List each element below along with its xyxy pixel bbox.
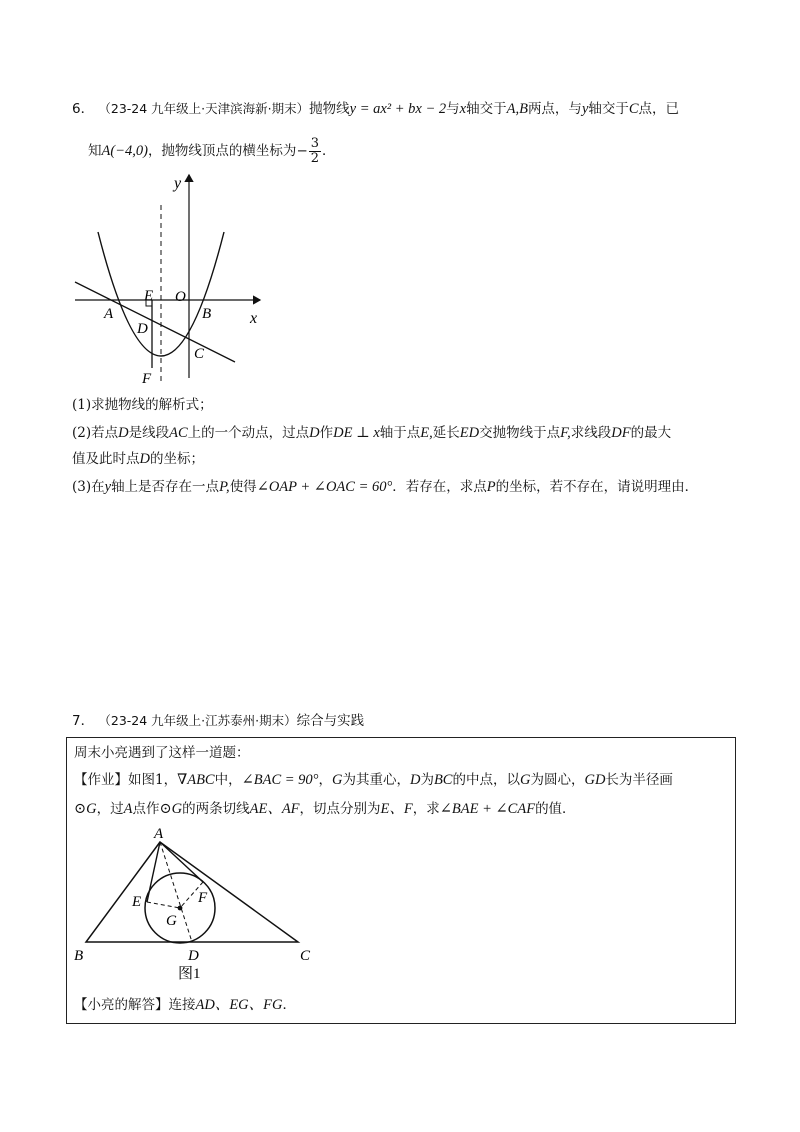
q7-box-line-1 <box>74 744 250 762</box>
q7-text: ， <box>318 772 332 788</box>
q7-segment-gd: GD <box>584 772 606 788</box>
q6-point-e: E, <box>420 425 433 441</box>
q7-text: 为 <box>420 772 434 788</box>
q7-point-a: A <box>123 801 133 817</box>
q6-var-y: y <box>104 479 112 495</box>
q7-triangle-abc: ∇ABC <box>177 772 215 788</box>
q6-parabola-figure <box>70 170 270 390</box>
q7-angle-bac: ∠BAC = 90° <box>241 772 319 788</box>
label-a: A <box>154 826 164 842</box>
q6-segment-ac: AC <box>169 425 188 441</box>
label-d: D <box>137 321 148 337</box>
q7-circle-g: ⊙G <box>74 801 97 817</box>
q7-angle-sum: ∠BAE + ∠CAF <box>439 801 536 817</box>
q7-solution-tag: 【小亮的解答】 <box>74 997 169 1013</box>
q6-point-d: D <box>309 425 320 441</box>
q7-text: ， <box>163 772 178 788</box>
q6-text: 求线段 <box>570 425 612 441</box>
label-g: G <box>166 913 177 929</box>
q6-text: ．若存在，求点 <box>392 479 487 495</box>
q6-point-a: A(−4,0) <box>101 143 148 159</box>
q7-header <box>72 712 364 730</box>
label-c: C <box>194 346 205 362</box>
q6-text: ，抛物线顶点的横坐标为 <box>147 143 297 159</box>
label-f: F <box>142 371 152 387</box>
q6-text: 与 <box>446 101 460 117</box>
q6-text: (2)若点 <box>72 425 119 441</box>
q6-text: 抛物线 <box>309 101 350 117</box>
q7-text: 中， <box>214 772 242 788</box>
q6-text: 延长 <box>432 425 460 441</box>
q6-line-1 <box>72 100 679 118</box>
q6-text: 的坐标，若不存在，请说明理由． <box>495 479 699 495</box>
q6-points-ab: A,B <box>506 101 528 117</box>
q7-text: 周末小亮遇到了这样一道题： <box>74 745 250 761</box>
q7-point-g: G <box>331 772 343 788</box>
q7-point-d: D <box>409 772 421 788</box>
label-b: B <box>74 948 84 964</box>
q6-point-p: P <box>486 479 496 495</box>
q6-var-x: x <box>459 101 467 117</box>
q6-text: 的最大 <box>630 425 672 441</box>
q6-perp-expr: DE ⊥ x <box>333 425 380 441</box>
q7-text: 长为半径画 <box>605 772 673 788</box>
q7-text: 点作 <box>132 801 160 817</box>
label-o: O <box>175 289 186 305</box>
q7-text: ，切点分别为 <box>299 801 381 817</box>
q7-text: 为圆心， <box>530 772 585 788</box>
q7-triangle-figure <box>70 822 330 987</box>
q7-fig-ref: 1 <box>155 772 164 788</box>
q7-homework-line-2 <box>74 800 576 818</box>
q6-part-3 <box>72 478 698 496</box>
label-b: B <box>202 306 212 322</box>
q7-tangents: AE、AF <box>249 801 300 817</box>
q7-source: （23-24 九年级上·江苏泰州·期末） <box>98 713 297 728</box>
q6-text: 点，已 <box>638 101 680 117</box>
label-c: C <box>300 948 311 964</box>
q6-frac-numerator: 3 <box>310 136 320 151</box>
label-y: y <box>174 175 182 192</box>
label-e: E <box>132 894 142 910</box>
q7-text: 的两条切线 <box>182 801 250 817</box>
q7-text: 为其重心， <box>342 772 410 788</box>
q6-p1-text: (1)求抛物线的解析式； <box>72 397 213 413</box>
q6-vertex-fraction <box>309 137 321 166</box>
q7-homework-line-1 <box>74 771 673 789</box>
q7-text: ，过 <box>96 801 124 817</box>
q7-number: 7． <box>72 713 95 729</box>
q6-part-2-line-1 <box>72 424 671 442</box>
q6-point-d: D <box>118 425 129 441</box>
q6-part-2-line-2 <box>72 450 204 468</box>
q6-segment-df: DF <box>611 425 631 441</box>
line-ac <box>75 282 235 362</box>
q6-frac-sign: − <box>296 143 308 159</box>
label-a: A <box>104 306 114 322</box>
q6-point-f: F, <box>560 425 571 441</box>
q6-text: 轴交于 <box>466 101 507 117</box>
q6-text: 知 <box>88 143 102 159</box>
q7-text: 连接 <box>168 997 196 1013</box>
q6-text: 值及此时点 <box>72 451 140 467</box>
q6-text: ． <box>322 143 336 159</box>
q6-segment-ed: ED <box>459 425 480 441</box>
q7-text: 的中点，以 <box>452 772 520 788</box>
q6-text: 交抛物线于点 <box>479 425 561 441</box>
q6-text: 轴上是否存在一点 <box>111 479 220 495</box>
q6-point-p: P, <box>219 479 230 495</box>
q7-circle-g: ⊙G <box>159 801 183 817</box>
q7-homework-tag: 【作业】 <box>74 772 128 788</box>
q6-frac-denominator: 2 <box>310 151 320 166</box>
label-f: F <box>198 890 208 906</box>
q6-source: （23-24 九年级上·天津滨海新·期末） <box>98 101 310 116</box>
q6-angle-expr: ∠OAP + ∠OAC = 60° <box>256 479 393 495</box>
q7-solution-line <box>74 996 296 1014</box>
q6-point-d: D <box>139 451 150 467</box>
q6-text: 作 <box>319 425 334 441</box>
label-x: x <box>250 310 258 327</box>
center-g-dot <box>178 906 183 911</box>
q6-text: 使得 <box>229 479 257 495</box>
q6-number: 6． <box>72 101 95 117</box>
q7-text: ，求 <box>412 801 440 817</box>
q6-var-y: y <box>581 101 589 117</box>
q7-text: 的值． <box>535 801 576 817</box>
q6-point-c: C <box>628 101 639 117</box>
segment-eg <box>147 902 180 908</box>
q6-text: (3)在 <box>72 479 105 495</box>
q7-text: ． <box>282 997 296 1013</box>
q6-text: 两点，与 <box>527 101 582 117</box>
label-e: E <box>144 288 154 304</box>
q6-text: 轴于点 <box>379 425 421 441</box>
q6-line-2 <box>88 136 336 166</box>
triangle-abc <box>86 842 298 942</box>
figure-caption: 图1 <box>178 966 201 982</box>
q6-text: 的坐标； <box>149 451 204 467</box>
q7-points-ef: E、F <box>380 801 413 817</box>
q6-part-1 <box>72 396 213 414</box>
q7-solution-segments: AD、EG、FG <box>195 997 283 1013</box>
q6-text: 上的一个动点，过点 <box>187 425 310 441</box>
q7-segment-bc: BC <box>433 772 453 788</box>
q7-point-g: G <box>519 772 531 788</box>
label-d: D <box>188 948 199 964</box>
q7-text: 如图 <box>128 772 155 788</box>
q6-text: 轴交于 <box>588 101 629 117</box>
q6-equation: y = ax² + bx − 2 <box>349 101 447 117</box>
q7-title: 综合与实践 <box>296 713 365 729</box>
q6-text: 是线段 <box>128 425 170 441</box>
